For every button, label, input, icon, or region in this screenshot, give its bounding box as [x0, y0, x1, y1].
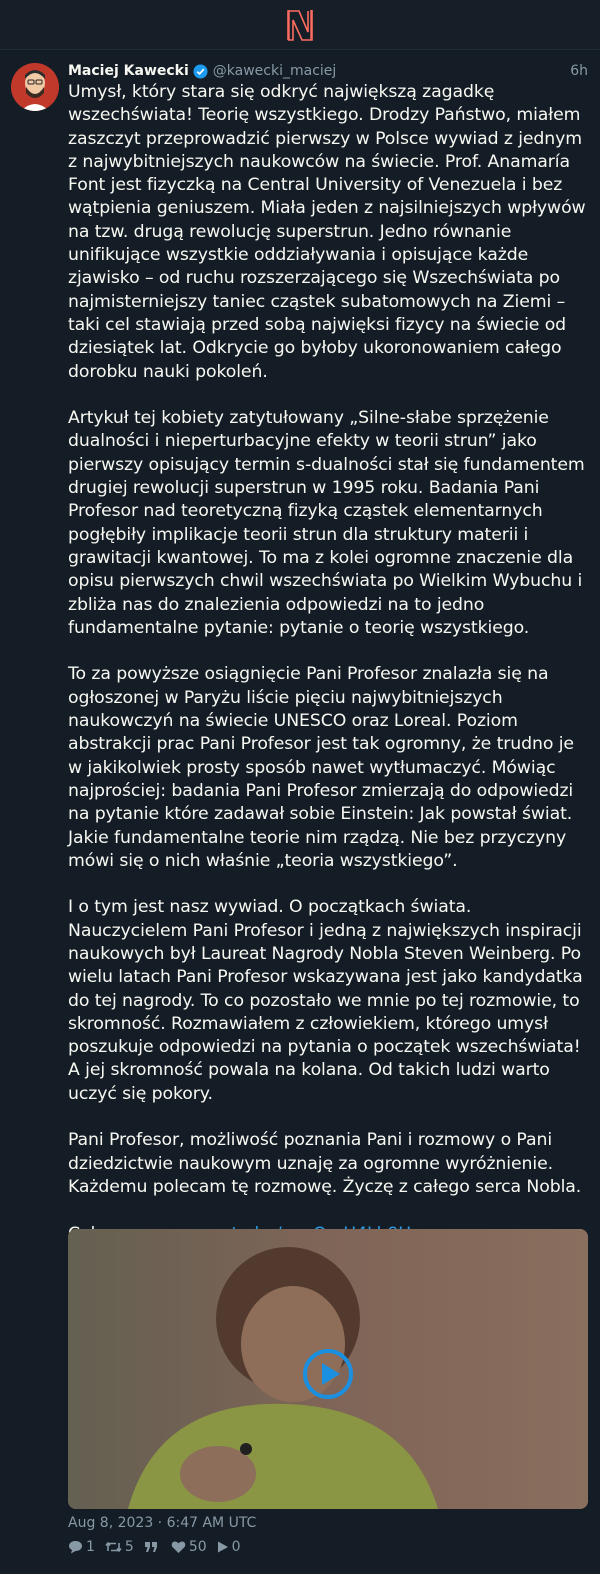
verified-badge-icon	[193, 64, 208, 79]
tweet-header	[68, 61, 588, 81]
tweet-time[interactable]: 6h	[570, 63, 588, 79]
play-button-icon[interactable]	[302, 1348, 354, 1400]
username[interactable]: @kawecki_maciej	[212, 63, 337, 79]
tweet-content	[68, 81, 590, 1246]
tweet-paragraph: To za powyższe osiągnięcie Pani Profesor znalazła się na ogłoszonej w Paryżu liście pięciu najwybitniejszych naukowczyń na świecie UNESCO oraz Loreal. Poziom abstrakcji prac Pani Profesor jest tak ogromny, że trudno je w jakikolwiek prosty sposób nawet wytłumaczyć. Mówiąc najprościej: badania Pani Profesor zmierzają do odpowiedzi na pytanie które zadawał sobie Einstein: Jak powstał świat. Jakie fundamentalne teorie nim rządzą. Nie bez przyczyny mówi się o nich właśnie „teoria wszystkiego”.	[68, 664, 574, 871]
reply-count: 1	[86, 1539, 95, 1555]
reply-stat[interactable]	[68, 1539, 95, 1555]
retweet-stat[interactable]	[105, 1539, 134, 1555]
avatar-image-icon	[11, 63, 59, 111]
top-navigation-bar	[0, 0, 600, 50]
tweet-paragraph: Umysł, który stara się odkryć największą zagadkę wszechświata! Teorię wszystkiego. Drodzy Państwo, miałem zaszczyt przeprowadzić pierwszy w Polsce wywiad z jednym z najwybitniejszych naukowców na świecie. Prof. Anamaría Font jest fizyczką na Central University of Venezuela i bez wątpienia geniuszem. Miała jeden z najsilniejszych wpływów na tzw. drugą rewolucję superstrun. Jedno równanie unifikujące wszystkie oddziaływania i opisujące każde zjawisko – od ruchu rozszerzającego się Wszechświata po najmisterniejszy taniec cząstek subatomowych na Ziemi – taki cel stawiają przed sobą najwięksi fizycy na świecie od dziesiątek lat. Odkrycie go byłoby ukoronowaniem całego dorobku nauki pokoleń.	[68, 82, 586, 382]
quote-icon	[144, 1540, 158, 1554]
tweet-stats	[68, 1539, 251, 1555]
video-thumbnail[interactable]	[68, 1229, 588, 1509]
views-stat[interactable]	[217, 1539, 241, 1555]
tweet-paragraph: Artykuł tej kobiety zatytułowany „Silne-słabe sprzężenie dualności i nieperturbacyjne efekty w teorii strun” jako pierwszy opisujący termin s-dualności stał się fundamentem drugiej rewolucji superstrun w 1995 roku. Badania Pani Profesor nad teoretyczną fizyką cząstek elementarnych pogłębiły implikacje teorii strun dla struktury materii i grawitacji kwantowej. To ma z kolei ogromne znaczenie dla opisu pierwszych chwil wszechświata po Wielkim Wybuchu i zbliża nas do znalezienia odpowiedzi na to jedno fundamentalne pytanie: pytanie o teorię wszystkiego.	[68, 408, 585, 638]
retweet-icon	[105, 1540, 122, 1554]
like-stat[interactable]	[171, 1539, 207, 1555]
like-count: 50	[188, 1539, 207, 1555]
avatar[interactable]	[11, 63, 59, 111]
retweet-count: 5	[124, 1539, 134, 1555]
comment-icon	[68, 1540, 83, 1554]
tweet-date[interactable]: Aug 8, 2023 · 6:47 AM UTC	[68, 1515, 257, 1531]
tweet-paragraph: Pani Profesor, możliwość poznania Pani i rozmowy o Pani dziedzictwie naukowym uznaję za ogromne wyróżnienie. Każdemu polecam tę rozmowę. Życzę z całego serca Nobla.	[68, 1130, 582, 1197]
heart-icon	[171, 1540, 186, 1554]
fullname[interactable]: Maciej Kawecki	[68, 63, 189, 79]
tweet-paragraph: I o tym jest nasz wywiad. O początkach świata. Nauczycielem Pani Profesor i jedną z największych inspiracji naukowych był Laureat Nagrody Nobla Steven Weinberg. Po wielu latach Pani Profesor wskazywana jest jako kandydatka do tej nagrody. To co pozostało we mnie po tej rozmowie, to skromność. Rozmawiałem z człowiekiem, którego umysł poszukuje odpowiedzi na pytania o początek wszechświata! A jej skromność powala na kolana. Od takich ludzi warto uczyć się pokory.	[68, 897, 583, 1104]
quote-stat[interactable]	[144, 1540, 161, 1554]
nitter-logo-icon[interactable]	[285, 8, 315, 42]
play-views-icon	[217, 1540, 229, 1554]
views-count: 0	[231, 1539, 241, 1555]
